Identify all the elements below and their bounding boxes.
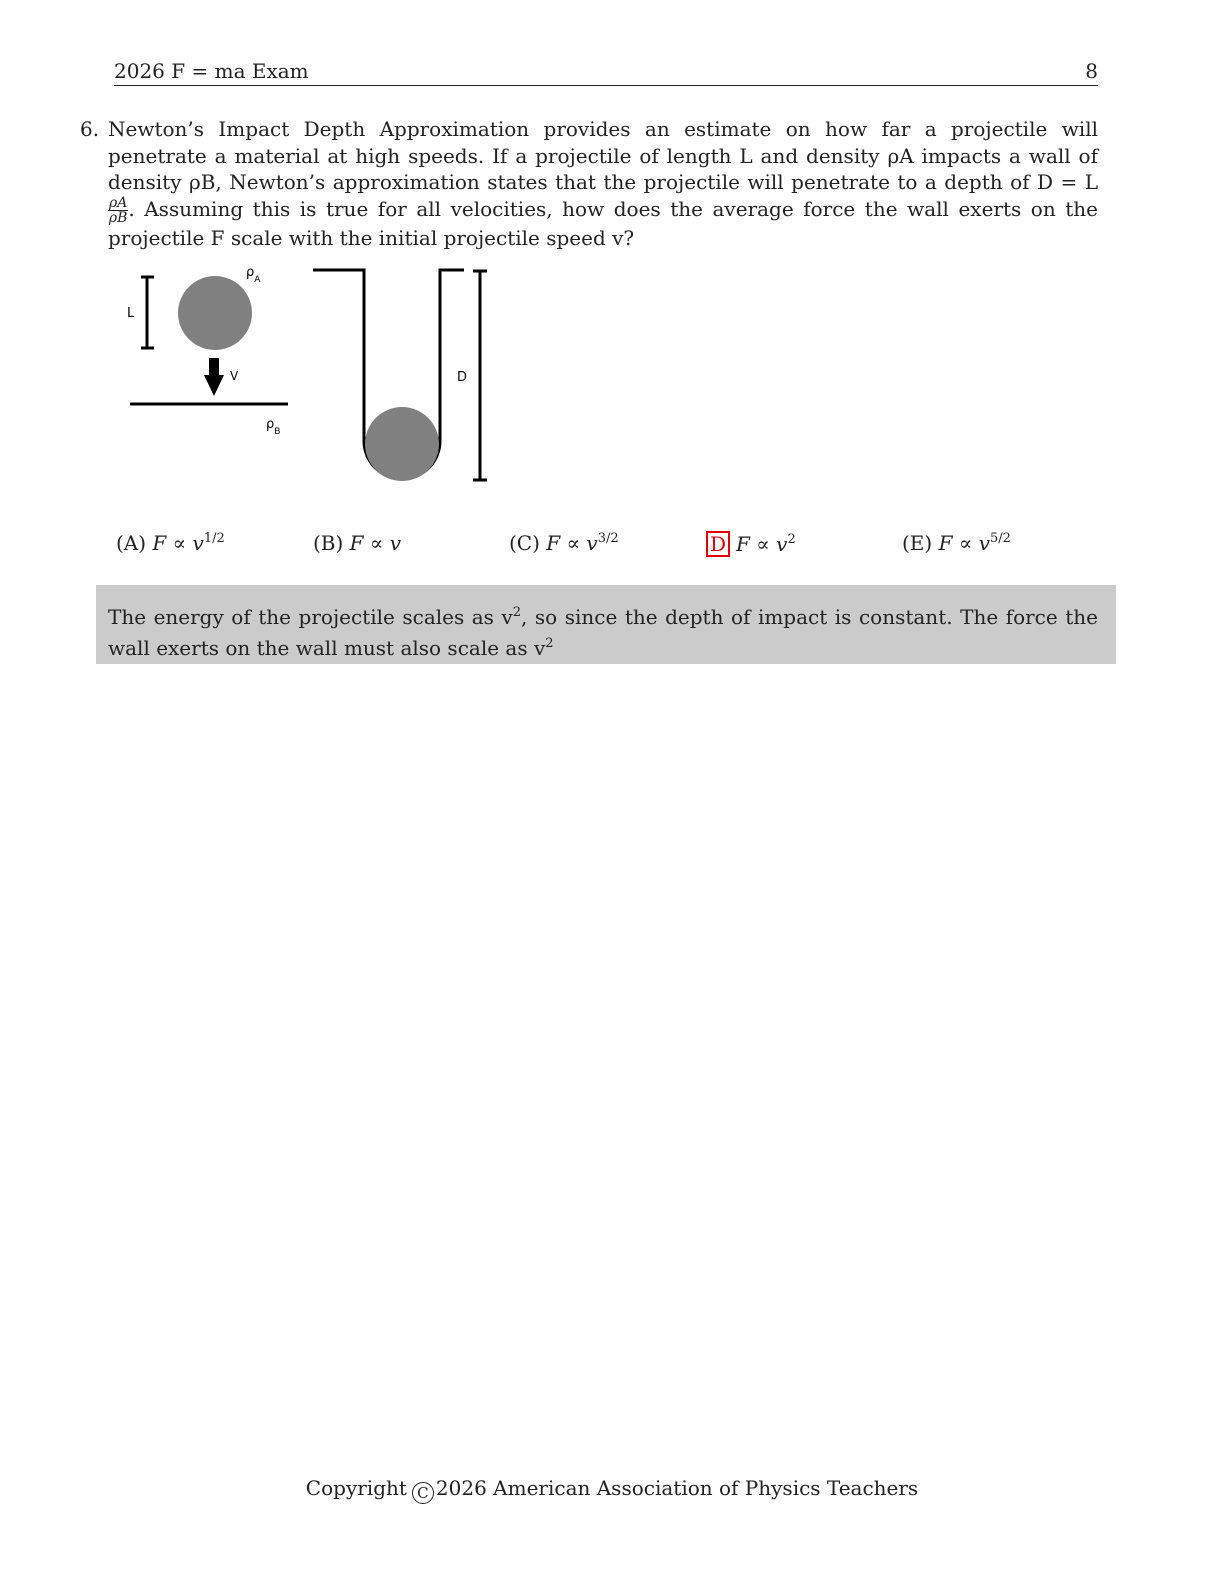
question-text-part-2: . Assuming this is true for all velocities, how does the average force the wall exerts on the projectile F scale with the initial projectile speed v? bbox=[108, 196, 1098, 251]
choice-a[interactable] bbox=[116, 531, 225, 555]
choice-d-exponent: 2 bbox=[787, 532, 796, 547]
velocity-label: V bbox=[230, 369, 239, 383]
copyright-suffix: 2026 American Association of Physics Teachers bbox=[435, 1476, 919, 1500]
choice-c[interactable] bbox=[509, 531, 619, 555]
choice-c-label: (C) bbox=[509, 531, 540, 555]
choice-b-expression: F ∝ v bbox=[349, 531, 402, 555]
copyright-prefix: Copyright bbox=[305, 1476, 407, 1500]
choice-a-expression: F ∝ v bbox=[152, 531, 204, 555]
solution-box bbox=[96, 585, 1116, 664]
question-text-part-1: Newton’s Impact Depth Approximation provides an estimate on how far a projectile will penetrate a material at high speeds. If a projectile of length L and density ρA impacts a wall of density ρB, Newton’s approximation states that the projectile will penetrate to a depth of D = L bbox=[108, 117, 1098, 195]
choice-b-label: (B) bbox=[313, 531, 344, 555]
embedded-projectile bbox=[365, 407, 439, 481]
choice-d-selected[interactable] bbox=[706, 531, 796, 557]
choice-d-expression: F ∝ v bbox=[736, 532, 788, 556]
choice-c-exponent: 3/2 bbox=[597, 531, 619, 546]
exam-title: 2026 F = ma Exam bbox=[114, 59, 309, 83]
fraction-numerator: ρA bbox=[109, 195, 128, 212]
solution-sup-1: 2 bbox=[512, 605, 522, 620]
rho-a-label: $\rho_A$ bbox=[246, 265, 261, 285]
density-ratio-fraction bbox=[108, 196, 128, 225]
solution-text-part-2: , so since the depth of impact is constant. The force the wall exerts on the wall must also scale as v bbox=[108, 605, 1098, 660]
projectile-ball bbox=[178, 276, 252, 350]
copyright-footer bbox=[0, 1476, 1224, 1504]
solution-text bbox=[108, 600, 1098, 661]
depth-label: D bbox=[457, 370, 468, 385]
page-number: 8 bbox=[1085, 59, 1098, 83]
velocity-arrow bbox=[204, 358, 224, 396]
solution-text-part-1: The energy of the projectile scales as v bbox=[108, 605, 513, 629]
choice-a-exponent: 1/2 bbox=[203, 531, 225, 546]
choice-e-exponent: 5/2 bbox=[990, 531, 1011, 546]
choice-e-label: (E) bbox=[902, 531, 933, 555]
choice-e[interactable] bbox=[902, 531, 1011, 555]
question-number: 6. bbox=[80, 117, 100, 141]
answer-mark: D bbox=[706, 531, 730, 557]
solution-sup-2: 2 bbox=[545, 635, 554, 651]
length-label: L bbox=[127, 306, 135, 321]
fraction-denominator: ρB bbox=[108, 210, 128, 227]
page-header bbox=[114, 57, 1098, 86]
choice-a-label: (A) bbox=[116, 531, 147, 555]
choice-c-expression: F ∝ v bbox=[546, 531, 598, 555]
rho-b-label: $\rho_B$ bbox=[266, 417, 281, 437]
copyright-icon: C bbox=[412, 1482, 434, 1504]
choice-b[interactable] bbox=[313, 531, 401, 555]
choice-e-expression: F ∝ v bbox=[938, 531, 991, 555]
length-bracket bbox=[141, 277, 154, 348]
depth-bracket bbox=[473, 271, 487, 480]
impact-diagram bbox=[100, 258, 520, 498]
question-6 bbox=[80, 116, 1098, 252]
question-text bbox=[108, 116, 1098, 252]
